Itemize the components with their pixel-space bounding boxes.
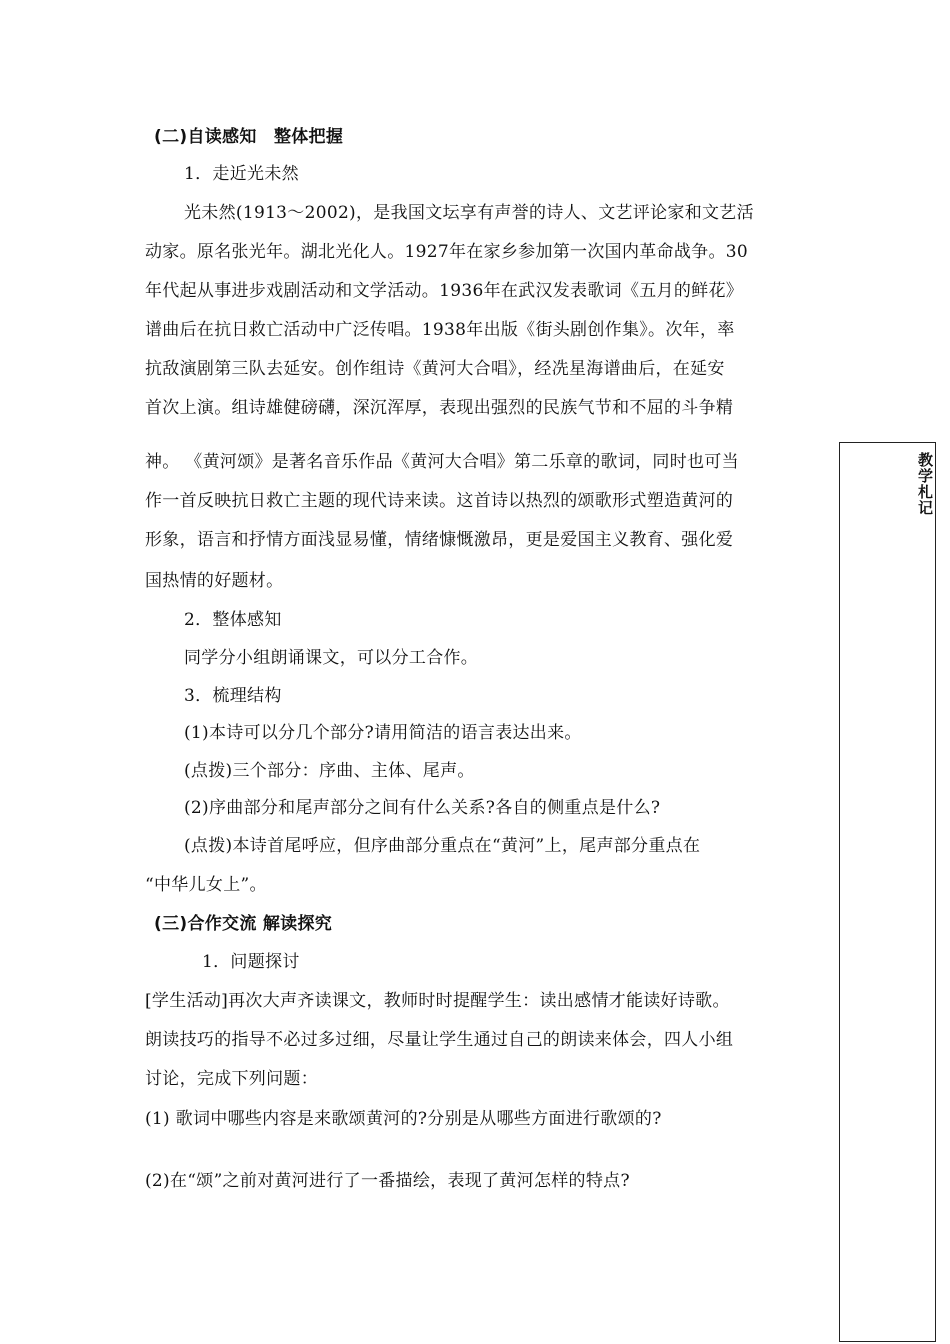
section2-heading: (二)自读感知 整体把握: [154, 127, 344, 147]
item3-title: 3．梳理结构: [184, 686, 282, 706]
structure-answer-2: (点拨)本诗首尾呼应，但序曲部分重点在“黄河”上，尾声部分重点在: [184, 836, 701, 856]
para1-line: 谱曲后在抗日救亡活动中广泛传唱。1938年出版《街头剧创作集》。次年，率: [145, 320, 735, 340]
para1-line: 动家。原名张光年。湖北光化人。1927年在家乡参加第一次国内革命战争。30: [145, 242, 748, 262]
activity-line: 朗读技巧的指导不必过多过细，尽量让学生通过自己的朗读来体会，四人小组: [145, 1030, 734, 1050]
para1-line: 形象，语言和抒情方面浅显易懂，情绪慷慨激昂，更是爱国主义教育、强化爱: [145, 530, 734, 550]
section3-item1-title: 1．问题探讨: [202, 952, 300, 972]
structure-question-2: (2)序曲部分和尾声部分之间有什么关系?各自的侧重点是什么?: [184, 798, 661, 818]
para1-line: 年代起从事进步戏剧活动和文学活动。1936年在武汉发表歌词《五月的鲜花》: [145, 281, 744, 301]
structure-answer-2-cont: “中华儿女上”。: [145, 875, 267, 895]
activity-line: 讨论，完成下列问题：: [145, 1069, 318, 1089]
para1-line: 作一首反映抗日救亡主题的现代诗来读。这首诗以热烈的颂歌形式塑造黄河的: [145, 491, 734, 511]
para1-line: 神。 《黄河颂》是著名音乐作品《黄河大合唱》第二乐章的歌词，同时也可当: [145, 452, 739, 472]
structure-question-1: (1)本诗可以分几个部分?请用简洁的语言表达出来。: [184, 723, 582, 743]
discussion-question-2: (2)在“颂”之前对黄河进行了一番描绘，表现了黄河怎样的特点?: [145, 1171, 630, 1191]
para1-line: 光未然(1913～2002)，是我国文坛享有声誉的诗人、文艺评论家和文艺活: [184, 203, 754, 223]
para1-line: 抗敌演剧第三队去延安。创作组诗《黄河大合唱》，经冼星海谱曲后，在延安: [145, 359, 725, 379]
teaching-notes-label: 教学札记: [916, 452, 934, 516]
structure-answer-1: (点拨)三个部分：序曲、主体、尾声。: [184, 761, 475, 781]
item1-title: 1．走近光未然: [184, 164, 299, 184]
section3-heading: (三)合作交流 解读探究: [154, 914, 333, 934]
para1-line: 国热情的好题材。: [145, 571, 284, 591]
activity-line: [学生活动]再次大声齐读课文，教师时时提醒学生：读出感情才能读好诗歌。: [145, 991, 730, 1011]
item2-text: 同学分小组朗诵课文，可以分工合作。: [184, 648, 479, 668]
para1-line: 首次上演。组诗雄健磅礴，深沉浑厚，表现出强烈的民族气节和不屈的斗争精: [145, 398, 734, 418]
teaching-notes-box: [839, 442, 936, 1342]
item2-title: 2．整体感知: [184, 610, 282, 630]
discussion-question-1: (1) 歌词中哪些内容是来歌颂黄河的?分别是从哪些方面进行歌颂的?: [145, 1109, 662, 1129]
